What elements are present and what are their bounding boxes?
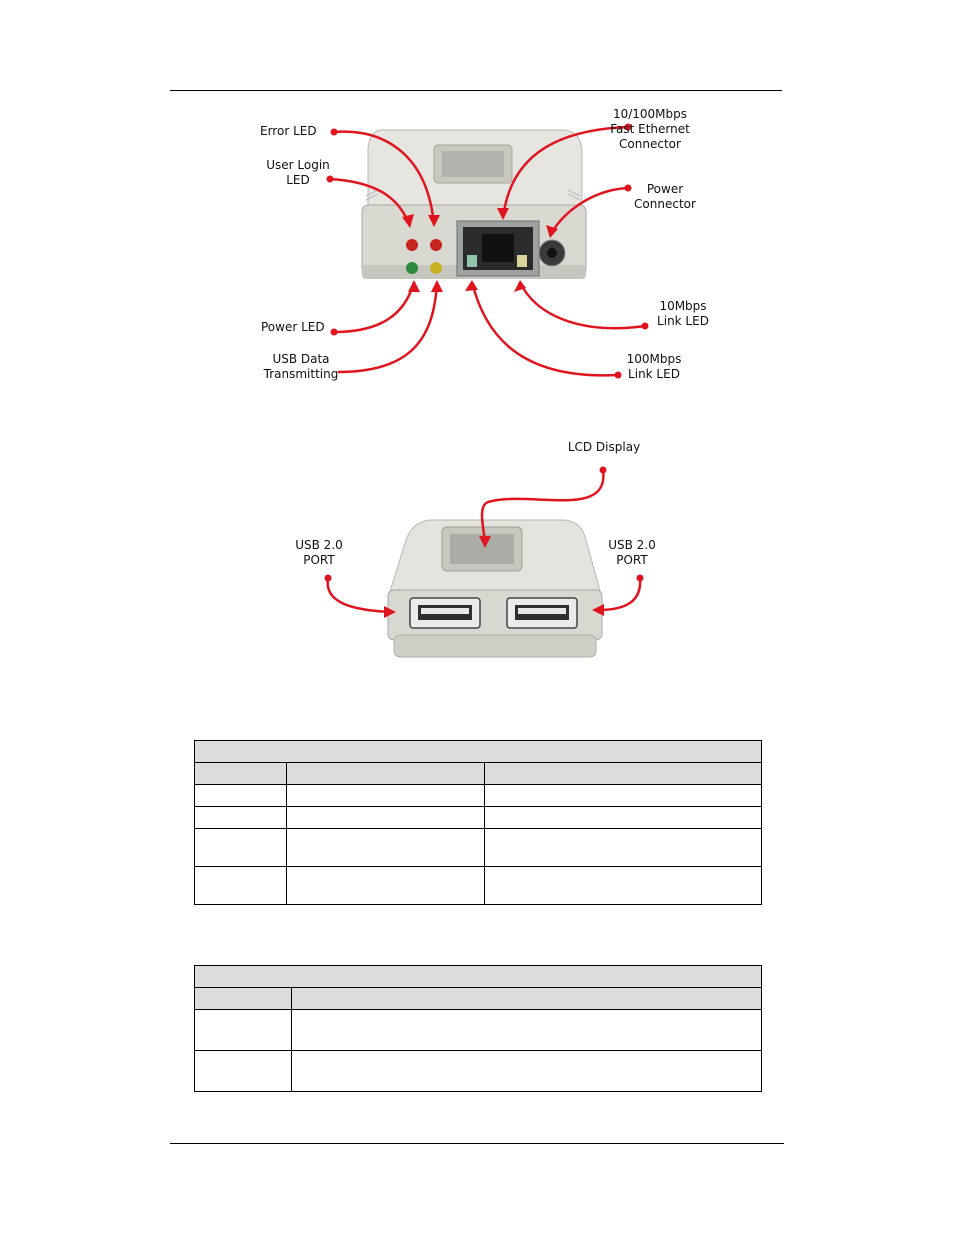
table-header-cell xyxy=(292,988,762,1010)
table-header-cell xyxy=(195,763,287,785)
port-table xyxy=(194,965,762,1092)
table-cell xyxy=(287,785,485,807)
table-title-cell xyxy=(195,966,762,988)
table-cell xyxy=(287,807,485,829)
table-cell xyxy=(287,867,485,905)
table-cell xyxy=(485,785,762,807)
table-row xyxy=(195,1010,762,1051)
table-title-row xyxy=(195,741,762,763)
table-row xyxy=(195,807,762,829)
table-header-row xyxy=(195,763,762,785)
table-cell xyxy=(195,785,287,807)
table-cell xyxy=(485,829,762,867)
table-cell xyxy=(292,1051,762,1092)
table-header-cell xyxy=(287,763,485,785)
table-cell xyxy=(195,807,287,829)
table-cell xyxy=(195,867,287,905)
table-title-row xyxy=(195,966,762,988)
table-cell xyxy=(195,1010,292,1051)
table-header-row xyxy=(195,988,762,1010)
callout-power-connector: Power Connector xyxy=(634,182,696,211)
table-header-cell xyxy=(195,988,292,1010)
callout-100mbps-link-led: 100Mbps Link LED xyxy=(626,352,682,381)
led-table xyxy=(194,740,762,905)
table-cell xyxy=(485,867,762,905)
table-row xyxy=(195,829,762,867)
callout-power-led: Power LED xyxy=(261,320,325,334)
table-row xyxy=(195,1051,762,1092)
callout-error-led: Error LED xyxy=(260,124,317,138)
callout-usb-port-right: USB 2.0 PORT xyxy=(608,538,656,567)
table-cell xyxy=(195,829,287,867)
callout-usb-data: USB Data Transmitting xyxy=(263,352,339,381)
table-row xyxy=(195,867,762,905)
table-row xyxy=(195,785,762,807)
table-cell xyxy=(292,1010,762,1051)
table-cell xyxy=(195,1051,292,1092)
table-cell xyxy=(287,829,485,867)
table-cell xyxy=(485,807,762,829)
callout-usb-port-left: USB 2.0 PORT xyxy=(295,538,343,567)
footer-rule xyxy=(170,1143,784,1144)
callout-user-login-led: User Login LED xyxy=(266,158,330,187)
header-rule xyxy=(170,90,782,91)
callout-lcd-display: LCD Display xyxy=(567,440,641,454)
callout-fast-ethernet: 10/100Mbps Fast Ethernet Connector xyxy=(610,107,690,151)
callout-10mbps-link-led: 10Mbps Link LED xyxy=(657,299,709,328)
table-title-cell xyxy=(195,741,762,763)
table-header-cell xyxy=(485,763,762,785)
